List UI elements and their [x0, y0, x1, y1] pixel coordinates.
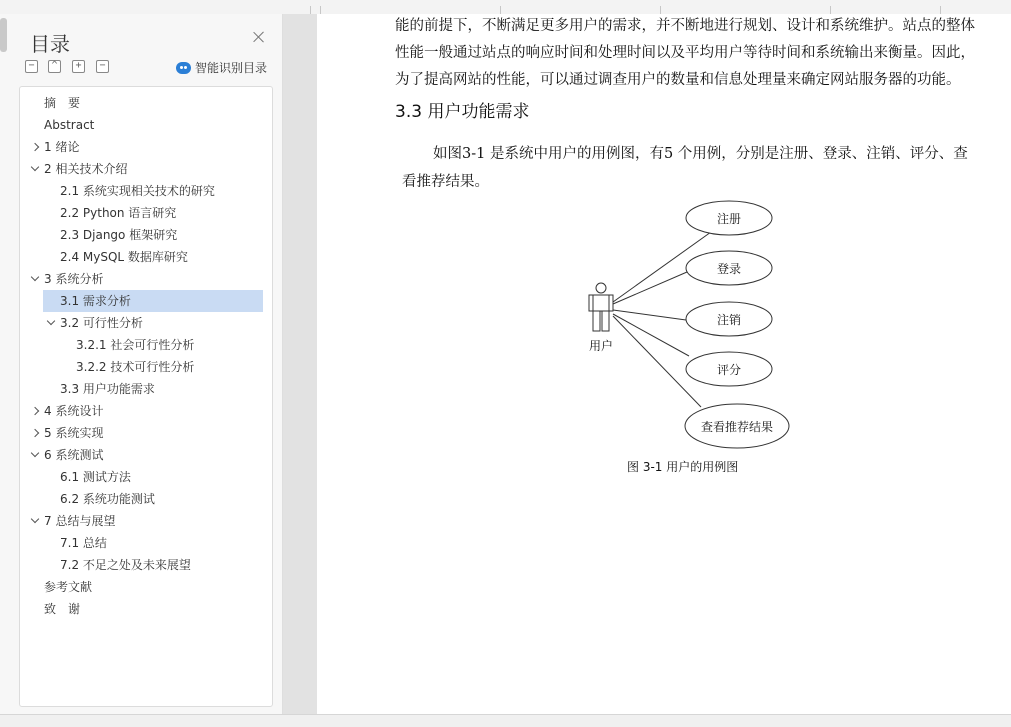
- toc-item[interactable]: [44, 114, 94, 136]
- paragraph-line: 为了提高网站的性能，可以通过调查用户的数量和信息处理量来确定网站服务器的功能。: [395, 72, 961, 88]
- toc-item-label: 2.2 Python 语言研究: [60, 206, 177, 220]
- top-ruler: [0, 0, 1011, 15]
- association-line: [613, 310, 686, 320]
- paragraph-line: 看推荐结果。: [402, 174, 489, 190]
- use-case-label: 注册: [716, 212, 742, 226]
- toc-item-label: 4 系统设计: [44, 404, 104, 418]
- use-case-label: 评分: [716, 363, 742, 377]
- section-heading: 3.3 用户功能需求: [395, 102, 530, 122]
- toc-item[interactable]: [60, 466, 131, 488]
- toc-item[interactable]: [60, 488, 155, 510]
- expand-up-button[interactable]: ^: [48, 60, 61, 73]
- toc-list: [19, 86, 273, 707]
- toc-item-label: 3 系统分析: [44, 272, 104, 286]
- toc-item[interactable]: [30, 444, 103, 466]
- toc-item[interactable]: [30, 136, 79, 158]
- add-heading-button[interactable]: +: [72, 60, 85, 73]
- collapse-all-button[interactable]: −: [25, 60, 38, 73]
- ai-assistant-icon: [176, 62, 191, 74]
- toc-item-label: 3.1 需求分析: [60, 294, 131, 308]
- toc-item-label: 7.2 不足之处及未来展望: [60, 558, 191, 572]
- association-line: [613, 272, 687, 304]
- smart-toc-button[interactable]: [176, 59, 267, 76]
- chevron-down-icon[interactable]: [30, 516, 40, 526]
- toc-item-label: 致 谢: [44, 602, 81, 616]
- toc-item-label: 7 总结与展望: [44, 514, 116, 528]
- toc-item[interactable]: [44, 576, 92, 598]
- use-case-label: 查看推荐结果: [700, 420, 774, 434]
- chevron-down-icon[interactable]: [46, 318, 56, 328]
- toc-item[interactable]: [76, 356, 194, 378]
- use-case-diagram: [317, 14, 1011, 714]
- toc-item-label: 摘 要: [44, 96, 81, 110]
- chevron-down-icon[interactable]: [30, 164, 40, 174]
- toc-item[interactable]: [60, 532, 107, 554]
- toc-item-label: 3.2.2 技术可行性分析: [76, 360, 195, 374]
- paragraph-line: 能的前提下，不断满足更多用户的需求，并不断地进行规划、设计和系统维护。站点的整体: [395, 18, 975, 34]
- actor-label: 用户: [588, 339, 614, 353]
- chevron-right-icon[interactable]: [30, 428, 40, 438]
- toc-item[interactable]: [30, 268, 103, 290]
- toc-item-label: Abstract: [44, 118, 95, 132]
- chevron-down-icon[interactable]: [30, 274, 40, 284]
- nav-title: 目录: [30, 32, 70, 56]
- page-gutter: [283, 14, 317, 714]
- toc-item[interactable]: [44, 92, 80, 114]
- smart-toc-label: 智能识别目录: [195, 61, 268, 75]
- figure-caption: 图 3-1 用户的用例图: [627, 460, 739, 474]
- toc-item[interactable]: [46, 312, 143, 334]
- close-icon[interactable]: [252, 30, 266, 44]
- toc-item-label: 2.1 系统实现相关技术的研究: [60, 184, 215, 198]
- toc-item-label: 6.1 测试方法: [60, 470, 131, 484]
- toc-item-label: 7.1 总结: [60, 536, 107, 550]
- toc-item-label: 2.4 MySQL 数据库研究: [60, 250, 188, 264]
- chevron-down-icon[interactable]: [30, 450, 40, 460]
- chevron-right-icon[interactable]: [30, 142, 40, 152]
- toc-navigation-pane: [0, 14, 283, 714]
- toc-item[interactable]: [43, 290, 263, 312]
- nav-scrollbar[interactable]: [0, 18, 7, 52]
- toc-item-label: 6 系统测试: [44, 448, 104, 462]
- toc-item[interactable]: [30, 510, 115, 532]
- toc-item-label: 3.3 用户功能需求: [60, 382, 155, 396]
- toc-item-label: 6.2 系统功能测试: [60, 492, 155, 506]
- association-line: [613, 314, 689, 356]
- toc-item-label: 5 系统实现: [44, 426, 104, 440]
- toc-item-label: 2.3 Django 框架研究: [60, 228, 178, 242]
- paragraph-line: 如图3-1 是系统中用户的用例图，有5 个用例，分别是注册、登录、注销、评分、查: [433, 146, 968, 162]
- toc-item[interactable]: [30, 400, 103, 422]
- use-case-label: 注销: [716, 313, 742, 327]
- toc-item[interactable]: [44, 598, 80, 620]
- toc-item[interactable]: [60, 202, 176, 224]
- chevron-right-icon[interactable]: [30, 406, 40, 416]
- use-case-label: 登录: [716, 262, 742, 276]
- toc-item[interactable]: [30, 158, 127, 180]
- status-bar: [0, 714, 1011, 727]
- toc-item-label: 3.2 可行性分析: [60, 316, 143, 330]
- toc-item-label: 3.2.1 社会可行性分析: [76, 338, 195, 352]
- toc-item-label: 参考文献: [44, 580, 93, 594]
- document-page: [317, 14, 1011, 714]
- toc-item[interactable]: [60, 180, 215, 202]
- toc-item[interactable]: [60, 554, 191, 576]
- remove-heading-button[interactable]: −: [96, 60, 109, 73]
- actor-figure: [589, 283, 613, 331]
- toc-item[interactable]: [60, 246, 188, 268]
- toc-item-label: 2 相关技术介绍: [44, 162, 128, 176]
- toc-item[interactable]: [30, 422, 103, 444]
- toc-item[interactable]: [60, 378, 155, 400]
- association-line: [613, 316, 701, 407]
- toc-item[interactable]: [60, 224, 177, 246]
- paragraph-line: 性能一般通过站点的响应时间和处理时间以及平均用户等待时间和系统输出来衡量。因此，: [395, 45, 975, 61]
- toc-item[interactable]: [76, 334, 194, 356]
- toc-item-label: 1 绪论: [44, 140, 80, 154]
